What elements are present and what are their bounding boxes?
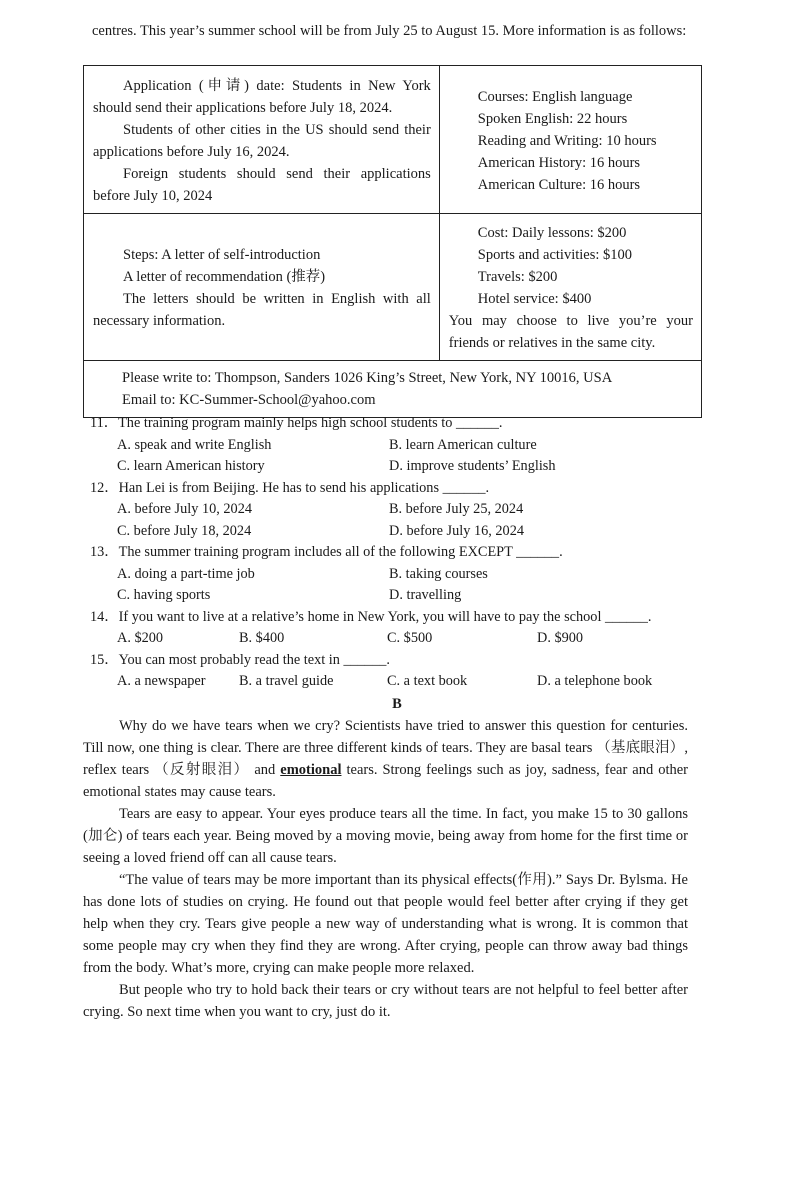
option-d: D. improve students’ English — [389, 458, 556, 474]
option-b: B. $400 — [239, 630, 285, 646]
passage-paragraph-1 — [83, 715, 688, 803]
question-12 — [90, 478, 700, 543]
steps-line: Steps: A letter of self-introduction — [123, 247, 321, 263]
courses-line: American History: 16 hours — [477, 154, 641, 171]
courses-line: Reading and Writing: 10 hours — [477, 132, 657, 149]
question-stem: 15．You can most probably read the text in ______. — [90, 651, 390, 668]
steps-line: The letters should be written in English with all necessary information. — [93, 291, 431, 329]
option-d: D. before July 16, 2024 — [389, 522, 525, 539]
cost-line: Sports and activities: $100 — [477, 247, 633, 263]
courses-line: Courses: English language — [477, 88, 633, 105]
application-cell — [84, 66, 440, 214]
question-11 — [90, 413, 700, 478]
contact-cell — [84, 361, 702, 418]
option-c: C. $500 — [387, 630, 433, 646]
question-15 — [90, 650, 700, 693]
emphasized-word: emotional — [280, 762, 342, 778]
cost-line: Hotel service: $400 — [477, 291, 592, 307]
reading-passage-b — [83, 715, 688, 1023]
passage-text: Why do we have tears when we cry? Scientists have tried to answer this question for centuries. Till now, one thing is clear. There are three different kinds of tears. They are basal tears （基底眼泪）, reflex tears （反射眼泪） and — [83, 718, 688, 778]
section-b-label: B — [392, 696, 402, 712]
passage-text: tears. Strong feelings such as joy, sadness, fear and other emotional states may cause tears. — [83, 762, 688, 800]
question-stem: 11．The training program mainly helps high school students to ______. — [90, 415, 503, 431]
us-students-text: Students of other cities in the US should send their applications before July 16, 2024. — [93, 121, 431, 160]
courses-cell — [439, 66, 701, 214]
question-stem: 13．The summer training program includes all of the following EXCEPT ______. — [90, 544, 563, 560]
summer-school-info-table — [83, 65, 702, 418]
option-b: B. a travel guide — [239, 673, 334, 689]
option-c: C. having sports — [117, 587, 211, 603]
option-a: A. $200 — [117, 630, 164, 646]
option-d: D. a telephone book — [537, 673, 653, 689]
steps-line: A letter of recommendation (推荐) — [123, 269, 326, 285]
option-c: C. before July 18, 2024 — [117, 522, 252, 539]
passage-paragraph-3: “The value of tears may be more important than its physical effects(作用).” Says Dr. Bylsma. He has done lots of studies on crying. He found out that people would feel better after crying if they get help when they cry. Tears give people a new way of understanding what is wrong. It is common that some people may cry when they find they are wrong. After crying, people can throw away bad things from the body. What’s more, crying can make people more relaxed. — [83, 872, 688, 976]
foreign-students-text: Foreign students should send their applications before July 10, 2024 — [93, 165, 431, 204]
option-c: C. learn American history — [117, 458, 265, 474]
option-a: A. a newspaper — [117, 673, 206, 689]
option-a: A. before July 10, 2024 — [117, 501, 253, 517]
intro-text: centres. This year’s summer school will be from July 25 to August 15. More information is as follows: — [92, 23, 687, 39]
steps-cell — [84, 214, 440, 361]
passage-paragraph-4: But people who try to hold back their tears or cry without tears are not helpful to feel better after crying. So next time when you want to cry, just do it. — [83, 982, 688, 1020]
passage-paragraph-2: Tears are easy to appear. Your eyes produce tears all the time. In fact, you make 15 to 30 gallons (加仑) of tears each year. Being moved by a moving movie, being away from home for the first time or seeing a loved friend off can all cause tears. — [83, 806, 688, 866]
option-a: A. speak and write English — [117, 436, 272, 453]
cost-line: Cost: Daily lessons: $200 — [477, 225, 627, 241]
contact-email: Email to: KC-Summer-School@yahoo.com — [122, 392, 376, 408]
option-d: D. $900 — [537, 630, 584, 646]
option-b: B. learn American culture — [389, 436, 537, 453]
option-c: C. a text book — [387, 673, 468, 689]
cost-line: Travels: $200 — [477, 269, 558, 285]
question-stem: 14．If you want to live at a relative’s home in New York, you will have to pay the school ______. — [90, 608, 652, 625]
question-list — [90, 413, 700, 693]
option-a: A. doing a part-time job — [117, 565, 255, 582]
courses-line: Spoken English: 22 hours — [477, 110, 628, 127]
cost-cell — [439, 214, 701, 361]
option-d: D. travelling — [389, 587, 462, 603]
option-b: B. taking courses — [389, 565, 488, 582]
cost-note: You may choose to live you’re your friends or relatives in the same city. — [448, 313, 693, 351]
application-date-text: Application (申请) date: Students in New York should send their applications before July 18, 2024. — [93, 77, 431, 116]
courses-line: American Culture: 16 hours — [477, 176, 641, 193]
question-13 — [90, 542, 700, 607]
question-stem: 12．Han Lei is from Beijing. He has to send his applications ______. — [90, 479, 490, 496]
question-14 — [90, 607, 700, 650]
option-b: B. before July 25, 2024 — [389, 501, 524, 517]
contact-address: Please write to: Thompson, Sanders 1026 King’s Street, New York, NY 10016, USA — [122, 370, 613, 386]
